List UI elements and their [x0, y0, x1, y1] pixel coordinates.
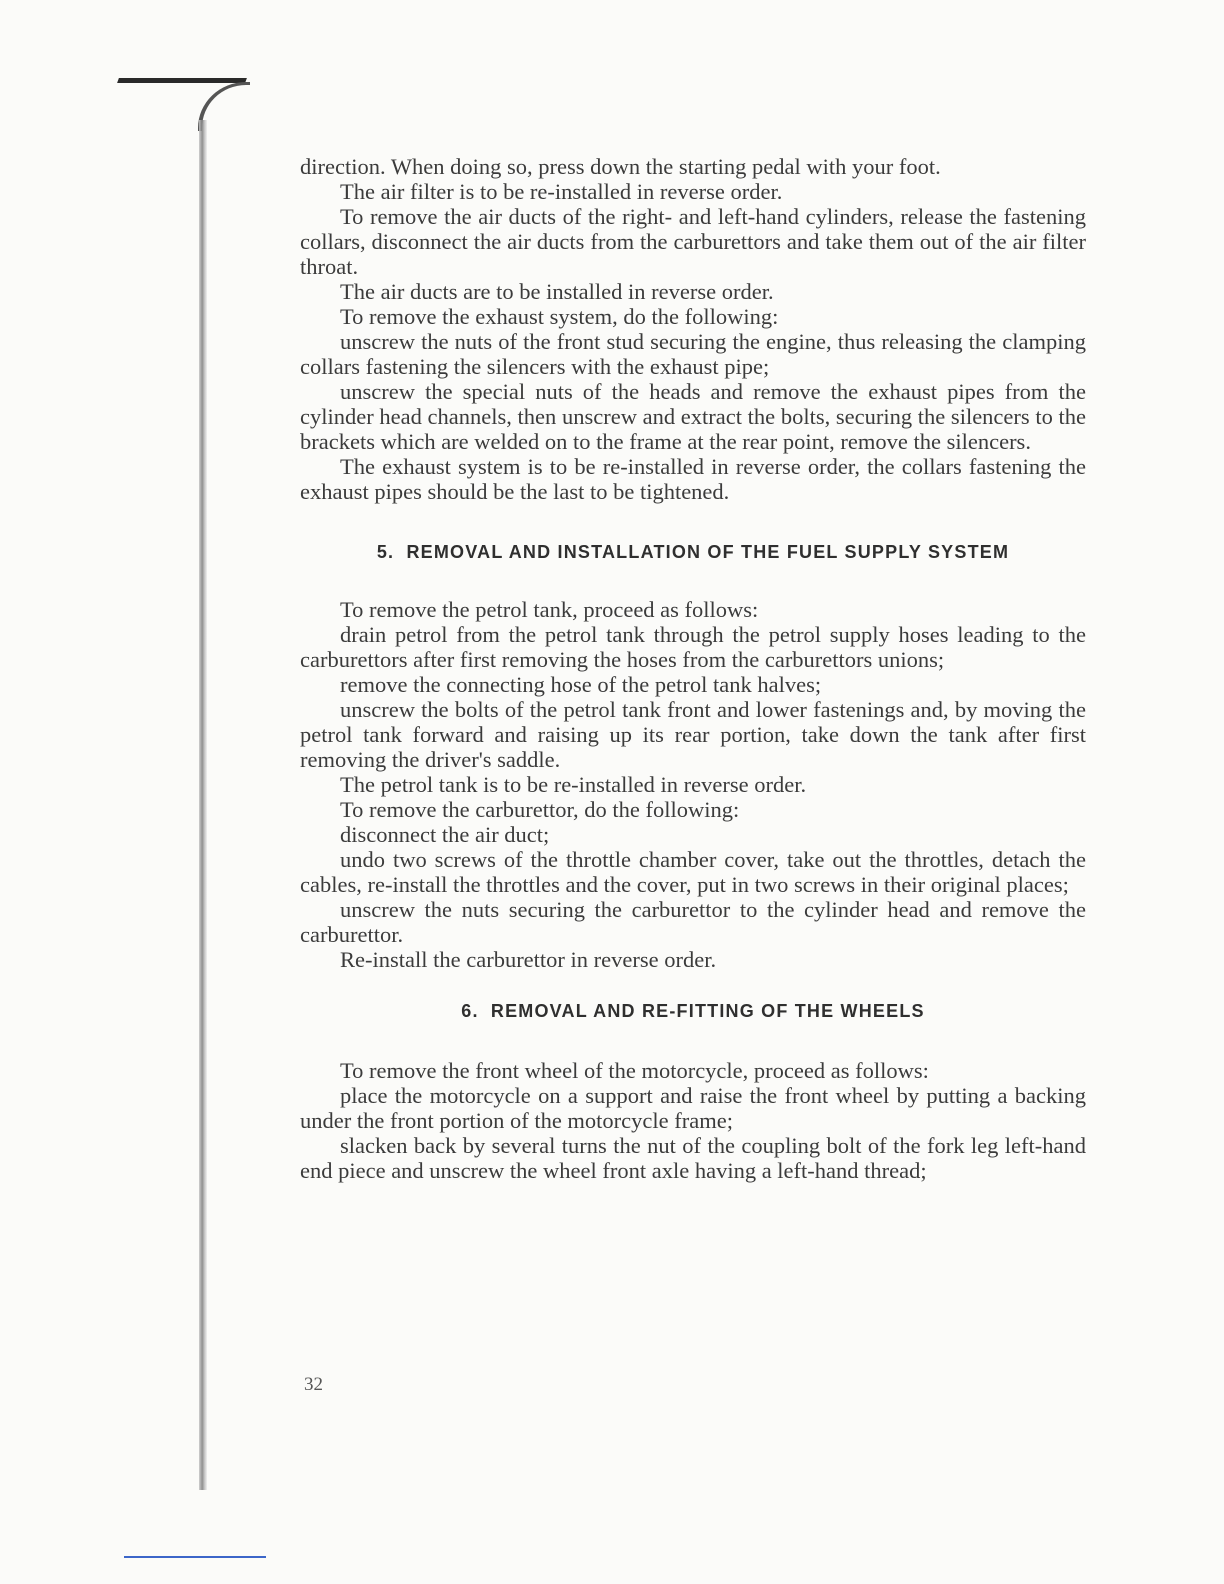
- paragraph: The petrol tank is to be re-installed in reverse order.: [340, 772, 807, 797]
- section-heading-wheels: [300, 998, 1086, 1024]
- section-title: REMOVAL AND RE-FITTING OF THE WHEELS: [490, 1001, 925, 1021]
- paragraph: drain petrol from the petrol tank through the petrol supply hoses leading to the carburettors after first removing the hoses from the carburettors unions;: [300, 622, 1086, 672]
- binding-edge-left: [199, 120, 207, 1490]
- paragraph: direction. When doing so, press down the starting pedal with your foot.: [300, 154, 941, 179]
- paragraph: The exhaust system is to be re-installed in reverse order, the collars fastening the exhaust pipes should be the last to be tightened.: [300, 454, 1086, 504]
- paragraph: unscrew the nuts of the front stud securing the engine, thus releasing the clamping collars fastening the silencers with the exhaust pipe;: [300, 329, 1086, 379]
- paragraph: Re-install the carburettor in reverse order.: [340, 947, 717, 972]
- paragraph: place the motorcycle on a support and raise the front wheel by putting a backing under the front portion of the motorcycle frame;: [300, 1083, 1086, 1133]
- section-number: 6.: [461, 1001, 479, 1021]
- paragraph: To remove the front wheel of the motorcycle, proceed as follows:: [340, 1058, 929, 1083]
- section-title: REMOVAL AND INSTALLATION OF THE FUEL SUPPLY SYSTEM: [406, 542, 1010, 562]
- paragraph: unscrew the bolts of the petrol tank front and lower fastenings and, by moving the petrol tank forward and raising up its rear portion, take down the tank after first removing the driver's saddle.: [300, 697, 1086, 772]
- page-number: 32: [304, 1374, 323, 1395]
- section-number: 5.: [376, 542, 395, 562]
- paragraph: To remove the petrol tank, proceed as follows:: [340, 597, 759, 622]
- paragraph: unscrew the nuts securing the carburettor to the cylinder head and remove the carburettor.: [300, 897, 1086, 947]
- paragraph: To remove the air ducts of the right- and left-hand cylinders, release the fastening collars, disconnect the air ducts from the carburettors and take them out of the air filter throat.: [300, 204, 1086, 279]
- bottom-rule: [124, 1556, 266, 1558]
- paragraph: undo two screws of the throttle chamber cover, take out the throttles, detach the cables, re-install the throttles and the cover, put in two screws in their original places;: [300, 847, 1086, 897]
- paragraph: remove the connecting hose of the petrol tank halves;: [340, 672, 822, 697]
- paragraph: unscrew the special nuts of the heads and remove the exhaust pipes from the cylinder head channels, then unscrew and extract the bolts, securing the silencers to the brackets which are welded on to the frame at the rear point, remove the silencers.: [300, 379, 1086, 454]
- section-heading-fuel-supply: [300, 539, 1086, 565]
- paragraph: slacken back by several turns the nut of the coupling bolt of the fork leg left-hand end piece and unscrew the wheel front axle having a left-hand thread;: [300, 1133, 1086, 1183]
- binding-edge-top: [117, 78, 247, 83]
- page-body: [300, 154, 1086, 1183]
- paragraph: The air filter is to be re-installed in reverse order.: [340, 179, 783, 204]
- paragraph: To remove the exhaust system, do the following:: [340, 304, 779, 329]
- paragraph: To remove the carburettor, do the following:: [340, 797, 740, 822]
- paragraph: disconnect the air duct;: [340, 822, 550, 847]
- paragraph: The air ducts are to be installed in reverse order.: [340, 279, 774, 304]
